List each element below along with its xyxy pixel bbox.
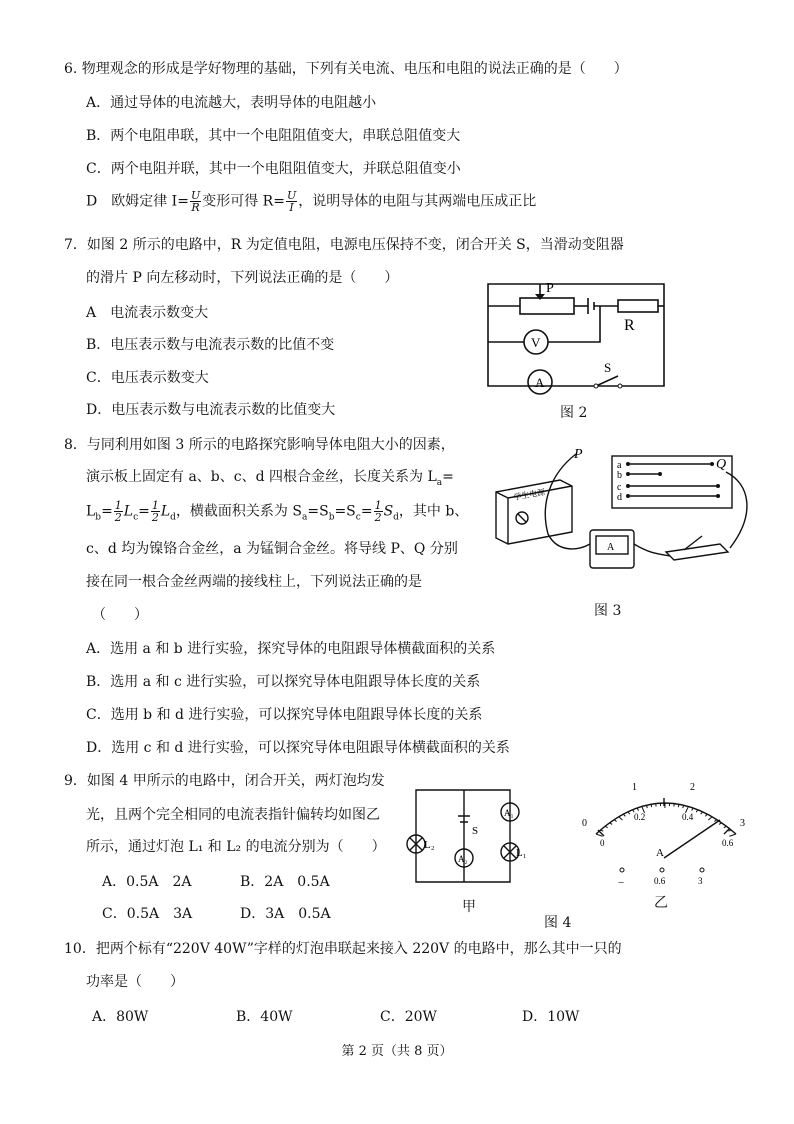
svg-text:1: 1 bbox=[632, 782, 637, 793]
page-footer: 第 2 页（共 8 页） bbox=[341, 1044, 453, 1059]
label-p: P bbox=[574, 447, 583, 462]
label-q: Q bbox=[716, 457, 727, 472]
q8-option-a: A．选用 a 和 b 进行实验，探究导体的电阻跟导体横截面积的关系 bbox=[86, 641, 496, 657]
power-supply-label: 学生电源 bbox=[512, 487, 546, 502]
meter-tick bbox=[719, 823, 722, 825]
figure-4-meter-yi bbox=[574, 776, 754, 896]
meter-tick bbox=[674, 804, 675, 807]
q10-stem-line2: 功率是（ ） bbox=[86, 974, 184, 990]
label-p: P bbox=[546, 281, 554, 296]
meter-tick bbox=[714, 820, 716, 822]
svg-text:0: 0 bbox=[600, 838, 605, 848]
svg-text:0: 0 bbox=[582, 818, 587, 829]
meter-tick bbox=[623, 814, 625, 816]
q8-stem-line5: 接在同一根合金丝两端的接线柱上，下列说法正确的是 bbox=[86, 574, 422, 590]
svg-text:3: 3 bbox=[740, 818, 745, 829]
figure-4-sub-caption-jia: 甲 bbox=[462, 899, 476, 915]
label-s: S bbox=[472, 825, 479, 837]
figure-4-caption: 图 4 bbox=[544, 915, 572, 931]
q6-option-b: B．两个电阻串联，其中一个电阻阻值变大，串联总阻值变大 bbox=[86, 128, 461, 144]
meter-tick bbox=[696, 810, 698, 812]
q7-option-a: A 电流表示数变大 bbox=[86, 305, 209, 321]
svg-text:0.4: 0.4 bbox=[682, 812, 694, 822]
label-wire-b: b bbox=[617, 470, 622, 481]
q6-stem: 6. 物理观念的形成是学好物理的基础，下列有关电流、电压和电阻的说法正确的是（ ） bbox=[64, 61, 628, 77]
q8-stem-line1: 8．与同利用如图 3 所示的电路探究影响导体电阻大小的因素， bbox=[64, 437, 455, 453]
meter-tick bbox=[728, 830, 731, 831]
label-r: R bbox=[624, 317, 635, 334]
svg-text:2: 2 bbox=[690, 782, 695, 793]
meter-tick bbox=[637, 808, 638, 811]
meter-tick bbox=[708, 817, 712, 820]
meter-tick bbox=[610, 823, 613, 825]
meter-tick bbox=[701, 812, 703, 814]
svg-text:0.2: 0.2 bbox=[634, 812, 646, 822]
terminal-negative: − bbox=[618, 877, 625, 889]
q9-stem-line2: 光，且两个完全相同的电流表指针偏转均如图乙 bbox=[86, 807, 380, 823]
figure-2-circuit bbox=[478, 276, 668, 396]
meter-tick bbox=[614, 820, 616, 822]
q7-stem-line1: 7．如图 2 所示的电路中，R 为定值电阻，电源电压保持不变，闭合开关 S，当滑动变阻器 bbox=[64, 237, 624, 253]
meter-tick bbox=[628, 812, 630, 814]
q8-stem-line4: c、d 均为镍铬合金丝，a 为锰铜合金丝。将导线 P、Q 分别 bbox=[86, 541, 458, 557]
q10-option-b: B．40W bbox=[236, 1009, 293, 1025]
q7-option-b: B．电压表示数与电流表示数的比值不变 bbox=[86, 337, 335, 353]
q6-option-c: C．两个电阻并联，其中一个电阻阻值变大，并联总阻值变小 bbox=[86, 161, 461, 177]
fraction-u-over-r: $\frac{U}{R}$ bbox=[190, 189, 201, 214]
q8-option-b: B．选用 a 和 c 进行实验，可以探究导体电阻跟导体长度的关系 bbox=[86, 674, 481, 690]
figure-4-sub-caption-yi: 乙 bbox=[654, 895, 668, 911]
label-wire-c: c bbox=[617, 482, 622, 493]
ammeter-symbol: A bbox=[535, 375, 545, 390]
q9-option-a: A．0.5A 2A bbox=[102, 874, 192, 890]
meter-tick bbox=[729, 834, 736, 836]
q10-option-c: C．20W bbox=[380, 1009, 437, 1025]
q7-option-d: D．电压表示数与电流表示数的比值变大 bbox=[86, 402, 336, 418]
figure-2-caption: 图 2 bbox=[560, 405, 588, 421]
q10-stem-line1: 10．把两个标有“220V 40W”字样的灯泡串联起来接入 220V 的电路中，那么其中一只的 bbox=[64, 941, 622, 957]
voltmeter-symbol: V bbox=[531, 335, 541, 350]
q8-stem-line6: （ ） bbox=[92, 607, 148, 623]
slider-arrow bbox=[535, 294, 545, 300]
figure-3-caption: 图 3 bbox=[594, 603, 622, 619]
q6-option-a: A．通过导体的电流越大，表明导体的电阻越小 bbox=[86, 95, 377, 111]
meter-tick bbox=[705, 814, 707, 816]
q9-stem-line3: 所示，通过灯泡 L₁ 和 L₂ 的电流分别为（ ） bbox=[86, 839, 386, 855]
q8-option-d: D．选用 c 和 d 进行实验，可以探究导体电阻跟导体横截面积的关系 bbox=[86, 740, 510, 756]
q9-stem-line1: 9．如图 4 甲所示的电路中，闭合开关，两灯泡均发 bbox=[64, 773, 385, 789]
meter-needle bbox=[664, 820, 720, 858]
meter-unit: A bbox=[656, 847, 664, 859]
label-wire-d: d bbox=[617, 492, 622, 503]
q10-option-a: A．80W bbox=[92, 1009, 149, 1025]
q6-option-d: D 欧姆定律 I= $\frac{U}{R}$ 变形可得 R= $\frac{U}{I}$ ，说明导体的电阻与其两端电压成正比 bbox=[86, 189, 537, 214]
label-l1: L₁ bbox=[516, 847, 527, 859]
q9-option-c: C．0.5A 3A bbox=[102, 906, 193, 922]
meter-tick bbox=[724, 826, 727, 827]
q7-option-c: C．电压表示数变大 bbox=[86, 370, 209, 386]
q8-option-c: C．选用 b 和 d 进行实验，可以探究导体电阻跟导体长度的关系 bbox=[86, 707, 483, 723]
label-s: S bbox=[604, 360, 612, 375]
meter-tick bbox=[692, 808, 694, 811]
svg-text:0.6: 0.6 bbox=[722, 838, 734, 848]
ammeter-a1-symbol: A₁ bbox=[504, 808, 514, 818]
label-wire-a: a bbox=[617, 460, 622, 471]
q8-stem-line3: $L_b=$ $\frac{1}{2}$ $L_c=$ $\frac{1}{2}$ $L_d$，横截面积关系为 $S_a=S_b=S_c=$ $\frac{1}{2}$ $S_d$，其中 b、 bbox=[86, 499, 469, 524]
meter-tick bbox=[651, 804, 652, 807]
q9-option-b: B．2A 0.5A bbox=[240, 874, 330, 890]
figure-3-apparatus bbox=[480, 444, 770, 594]
terminal-3: 3 bbox=[698, 876, 703, 886]
q10-option-d: D．10W bbox=[522, 1009, 580, 1025]
meter-tick bbox=[605, 826, 608, 827]
q7-stem-line2: 的滑片 P 向左移动时，下列说法正确的是（ ） bbox=[86, 270, 399, 286]
ammeter-symbol: A bbox=[607, 542, 615, 553]
ammeter-a2-symbol: A₂ bbox=[458, 854, 468, 864]
q8-stem-line2: 演示板上固定有 a、b、c、d 四根合金丝，长度关系为 $L_a=$ bbox=[86, 469, 454, 488]
figure-4-circuit-jia bbox=[404, 782, 528, 892]
terminal-0-6: 0.6 bbox=[654, 876, 666, 886]
meter-tick bbox=[619, 817, 623, 820]
meter-tick bbox=[601, 830, 604, 831]
fraction-u-over-i: $\frac{U}{I}$ bbox=[286, 189, 297, 214]
q9-option-d: D．3A 0.5A bbox=[240, 906, 331, 922]
label-l2: L₂ bbox=[424, 839, 435, 851]
